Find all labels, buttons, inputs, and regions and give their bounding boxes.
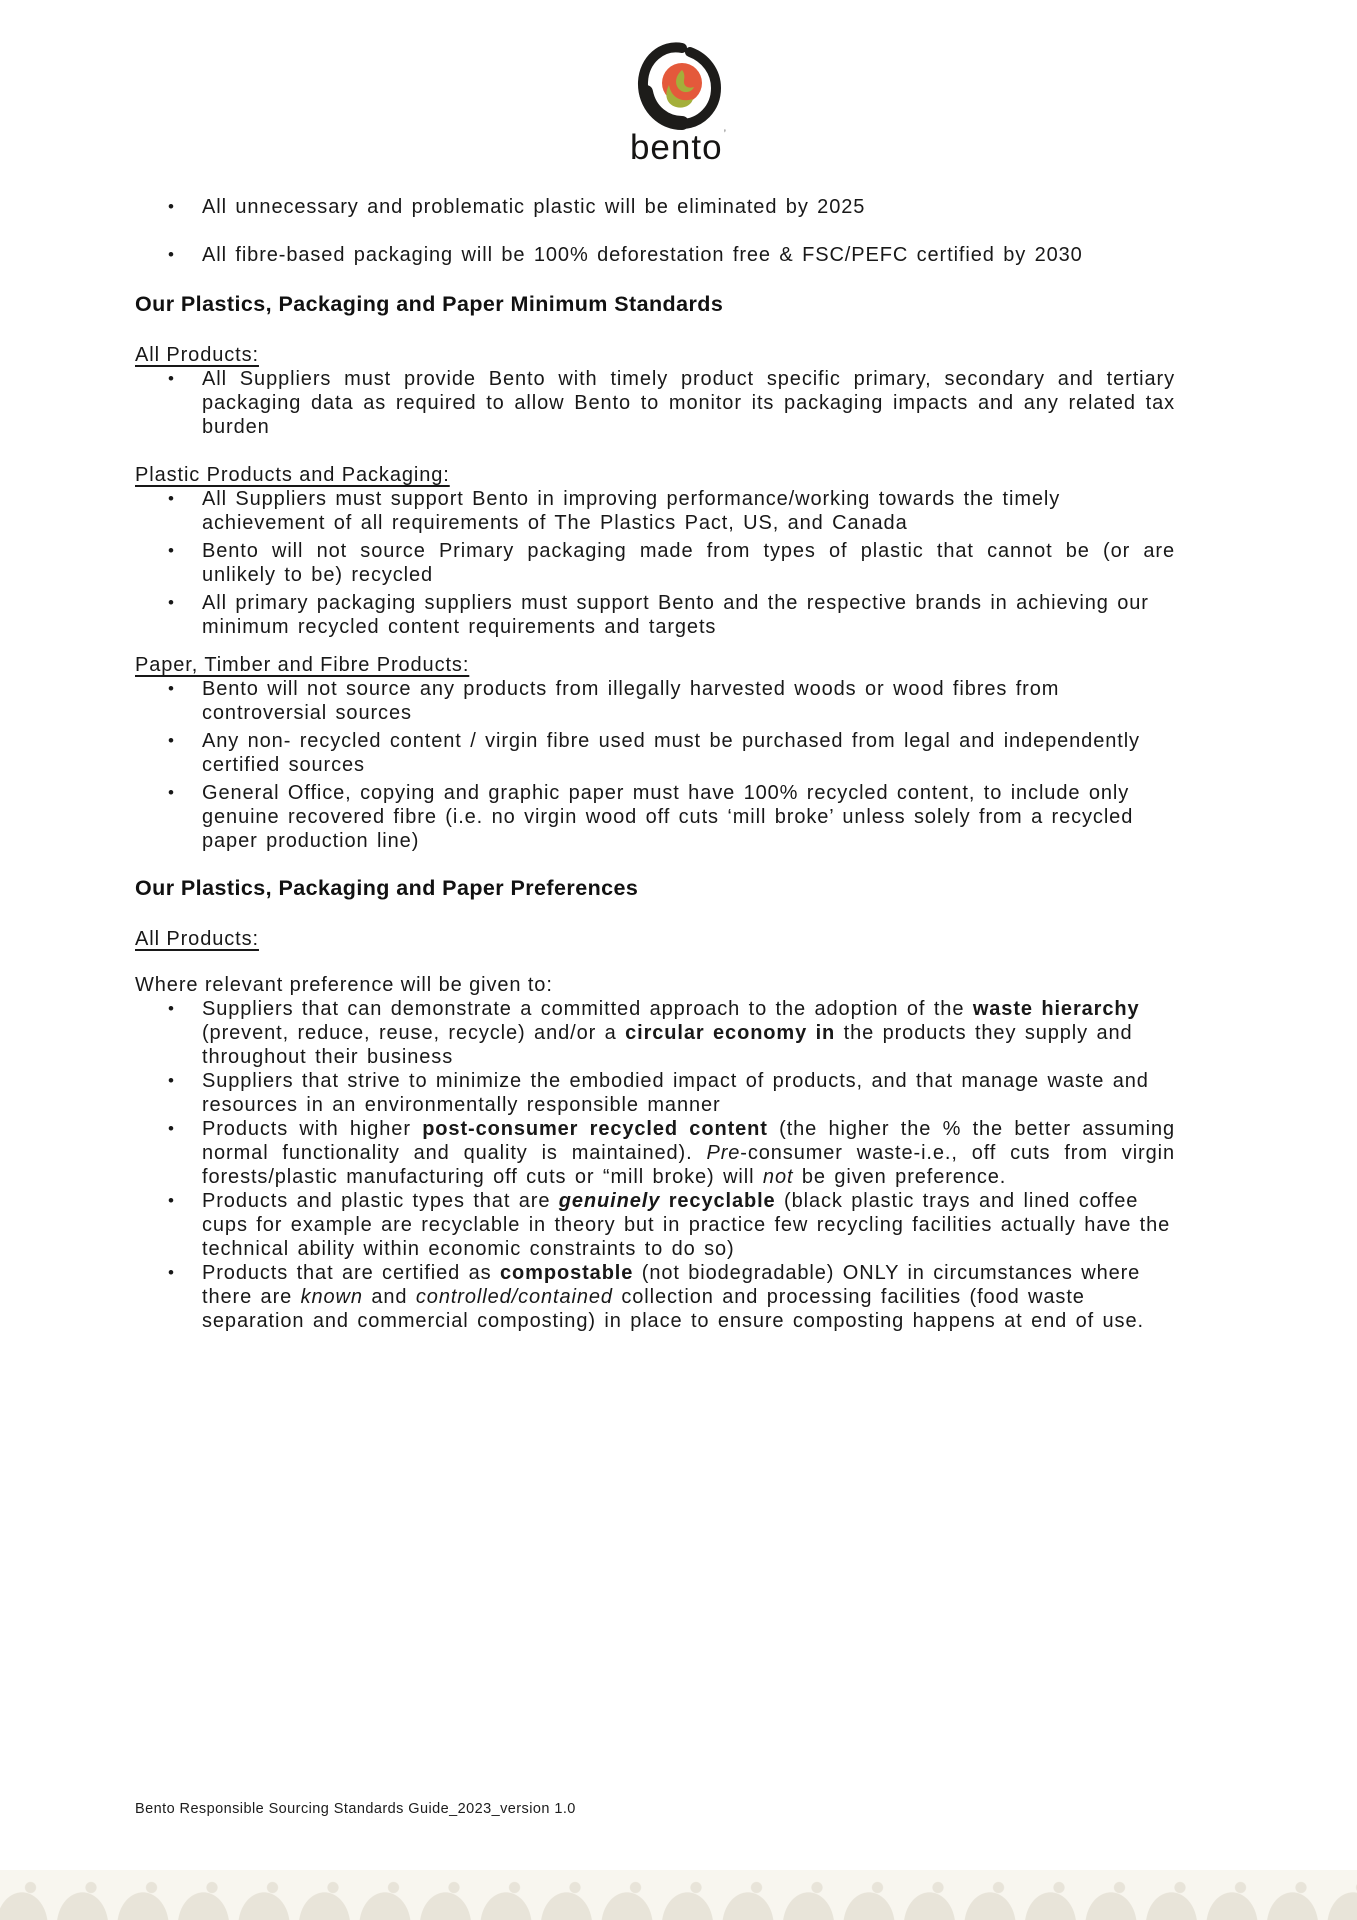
bento-logo-text: bento <box>629 128 723 167</box>
bullet-icon: • <box>168 679 174 698</box>
list-item <box>135 367 1175 439</box>
bullet-icon: • <box>168 489 174 508</box>
section-heading-minimum-standards: Our Plastics, Packaging and Paper Minimum Standards <box>135 292 724 316</box>
list-item <box>135 1069 1175 1117</box>
bullet-text: Bento will not source any products from illegally harvested woods or wood fibres from controversial sources <box>202 678 1060 724</box>
bullet-icon: • <box>168 1119 174 1138</box>
subheading-plastic-products: Plastic Products and Packaging: <box>135 464 450 486</box>
list-item <box>135 677 1175 725</box>
ovals-pattern <box>0 1889 1357 1920</box>
bullet-text: Any non- recycled content / virgin fibre used must be purchased from legal and independently certified sources <box>202 730 1140 776</box>
bullet-icon: • <box>168 541 174 560</box>
trademark-mark: ’ <box>723 128 728 140</box>
bullet-icon: • <box>168 731 174 750</box>
all-products-bullet-list <box>135 367 1175 439</box>
bullet-text: Products and plastic types that are genuinely recyclable (black plastic trays and lined coffee cups for example are recyclable in theory but in practice few recycling facilities actually have the technical ability within economic constraints to do so) <box>202 1190 1171 1260</box>
bullet-text: General Office, copying and graphic paper must have 100% recycled content, to include only genuine recovered fibre (i.e. no virgin wood off cuts ‘mill broke’ unless solely from a recycled paper production line) <box>202 782 1134 852</box>
list-item <box>135 195 1175 219</box>
bento-logo-icon <box>636 40 722 132</box>
subheading-paper-timber-fibre: Paper, Timber and Fibre Products: <box>135 654 470 676</box>
list-item <box>135 781 1175 853</box>
document-footer: Bento Responsible Sourcing Standards Guide_2023_version 1.0 <box>135 1801 576 1817</box>
document-body <box>0 195 1357 1333</box>
list-item <box>135 1189 1175 1261</box>
list-item <box>135 1117 1175 1189</box>
bullet-icon: • <box>168 593 174 612</box>
list-item <box>135 729 1175 777</box>
bullet-icon: • <box>168 197 174 216</box>
bullet-text: All unnecessary and problematic plastic will be eliminated by 2025 <box>202 196 866 218</box>
list-item <box>135 539 1175 587</box>
bullet-text: All Suppliers must support Bento in improving performance/working towards the timely achievement of all requirements of The Plastics Pact, US, and Canada <box>202 488 1061 534</box>
list-item <box>135 591 1175 639</box>
bullet-text: Products that are certified as compostable (not biodegradable) ONLY in circumstances where there are known and controlled/contained collection and processing facilities (food waste separation and commercial composting) in place to ensure composting happens at end of use. <box>202 1262 1144 1332</box>
bullet-text: All Suppliers must provide Bento with timely product specific primary, secondary and tertiary packaging data as required to allow Bento to monitor its packaging impacts and any related tax burden <box>202 368 1175 438</box>
bullet-text: Suppliers that strive to minimize the embodied impact of products, and that manage waste and resources in an environmentally responsible manner <box>202 1070 1149 1116</box>
list-item <box>135 997 1175 1069</box>
section-heading-preferences: Our Plastics, Packaging and Paper Preferences <box>135 876 639 900</box>
list-item <box>135 243 1175 267</box>
bullet-text: All fibre-based packaging will be 100% deforestation free & FSC/PEFC certified by 2030 <box>202 244 1083 266</box>
preferences-bullet-list <box>135 997 1175 1333</box>
bullet-icon: • <box>168 369 174 388</box>
subheading-all-products-preferences: All Products: <box>135 928 259 950</box>
bento-logo <box>0 0 1357 168</box>
bullet-icon: • <box>168 783 174 802</box>
decorative-bottom-border <box>0 1870 1357 1920</box>
bullet-icon: • <box>168 999 174 1018</box>
list-item <box>135 487 1175 535</box>
bullet-icon: • <box>168 245 174 264</box>
subheading-all-products: All Products: <box>135 344 259 366</box>
preferences-lead-text: Where relevant preference will be given to: <box>135 974 553 996</box>
bullet-icon: • <box>168 1263 174 1282</box>
bullet-text: Suppliers that can demonstrate a committed approach to the adoption of the waste hierarchy (prevent, reduce, reuse, recycle) and/or a circular economy in the products they supply and throughout their business <box>202 998 1140 1068</box>
bullet-text: Bento will not source Primary packaging made from types of plastic that cannot be (or are unlikely to be) recycled <box>202 540 1175 586</box>
plastic-bullet-list <box>135 487 1175 639</box>
list-item <box>135 1261 1175 1333</box>
bullet-text: Products with higher post-consumer recycled content (the higher the % the better assuming normal functionality and quality is maintained). Pre-consumer waste-i.e., off cuts from virgin forests/plastic manufacturing off cuts or “mill broke) will not be given preference. <box>202 1118 1176 1188</box>
bullet-icon: • <box>168 1191 174 1210</box>
bullet-text: All primary packaging suppliers must support Bento and the respective brands in achieving our minimum recycled content requirements and targets <box>202 592 1149 638</box>
paper-bullet-list <box>135 677 1175 853</box>
intro-bullet-list <box>135 195 1175 267</box>
bullet-icon: • <box>168 1071 174 1090</box>
